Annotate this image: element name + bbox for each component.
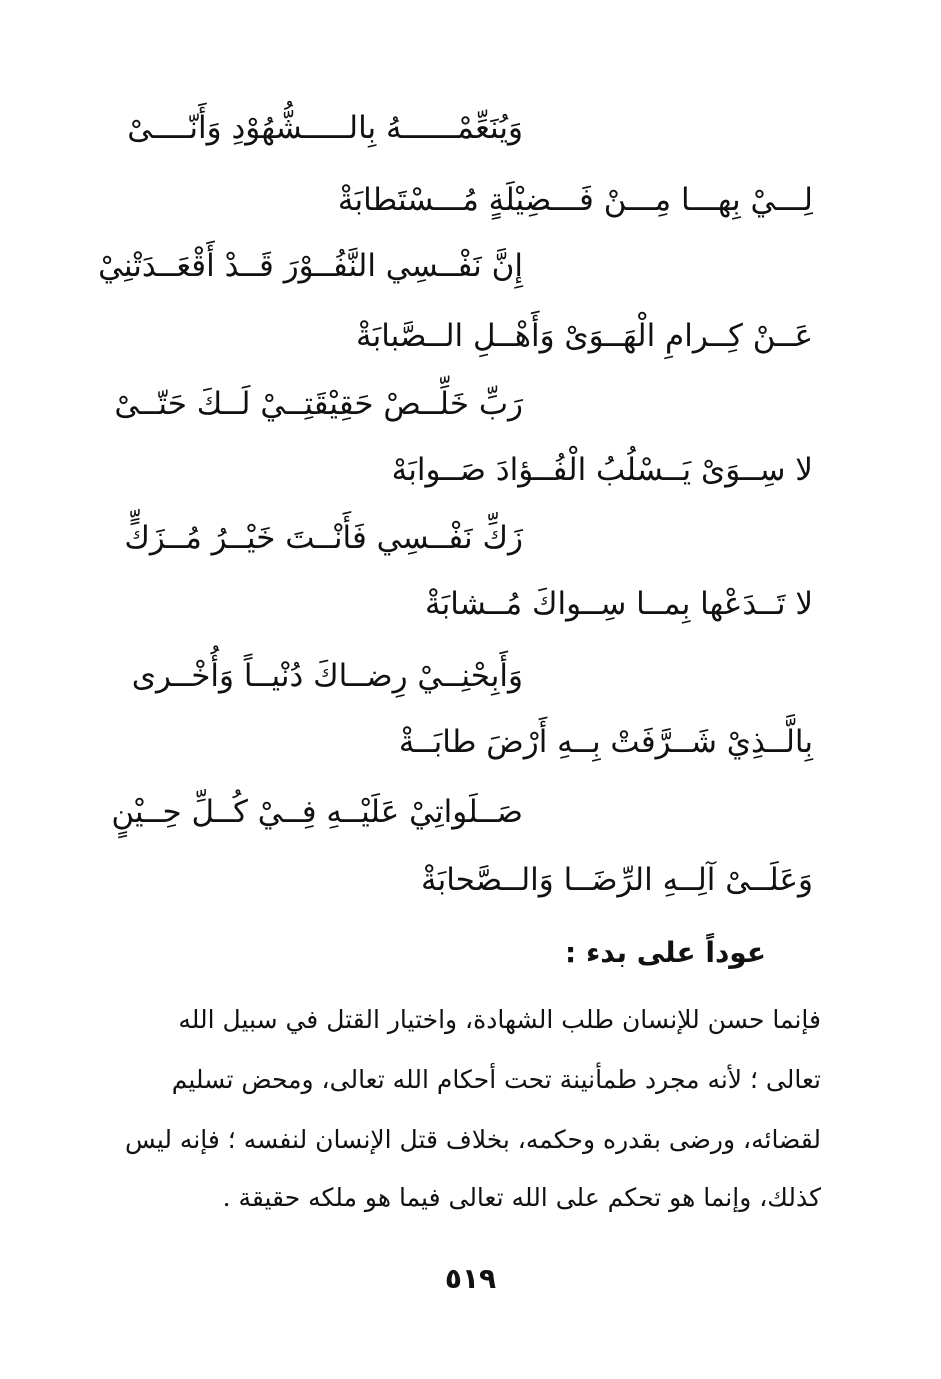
poem-verse: بِالَّــذِيْ شَــرَّفَتْ بِــهِ أَرْضَ طابَــةْ xyxy=(398,724,813,760)
poem-verse: لا سِــوَىْ يَــسْلُبُ الْفُــؤادَ صَــوابَهْ xyxy=(391,452,813,488)
poem-verse: صَــلَواتِيْ عَلَيْــهِ فِــيْ كُــلِّ حِــيْنٍ xyxy=(111,794,523,830)
poem-verse: زَكِّ نَفْــسِي فَأَنْــتَ خَيْــرُ مُــزَكٍّ xyxy=(124,520,523,556)
page-number: ٥١٩ xyxy=(444,1262,497,1295)
prose-line: فإنما حسن للإنسان طلب الشهادة، واختيار القتل في سبيل الله xyxy=(178,1005,821,1034)
prose-line: كذلك، وإنما هو تحكم على الله تعالى فيما هو ملكه حقيقة . xyxy=(222,1183,821,1212)
poem-verse: لِـــيْ بِهـــا مِـــنْ فَـــضِيْلَةٍ مُـــسْتَطابَةْ xyxy=(337,182,813,218)
poem-verse: وَعَلَــىْ آلِــهِ الرِّضَــا وَالــصَّحابَةْ xyxy=(420,862,813,898)
prose-line: لقضائه، ورضى بقدره وحكمه، بخلاف قتل الإنسان لنفسه ؛ فإنه ليس xyxy=(124,1125,821,1154)
poem-verse: إِنَّ نَفْــسِي النَّفُــوْرَ قَــدْ أَقْعَــدَتْنِيْ xyxy=(98,248,523,284)
poem-verse: وَيُنَعِّمْــــــهُ بِالـــــشُّهُوْدِ وَأَنّــــىْ xyxy=(127,110,523,146)
section-heading: عوداً على بدء : xyxy=(565,936,766,969)
prose-line: تعالى ؛ لأنه مجرد طمأنينة تحت أحكام الله تعالى، ومحض تسليم xyxy=(171,1065,821,1094)
poem-verse: وَأَبِحْنِــيْ رِضــاكَ دُنْيــاً وَأُخْــرى xyxy=(131,658,523,694)
poem-verse: عَــنْ كِــرامِ الْهَــوَىْ وَأَهْــلِ الــصَّبابَةْ xyxy=(355,318,813,354)
poem-verse: لا تَــدَعْها بِمــا سِــواكَ مُــشابَةْ xyxy=(425,586,813,622)
poem-verse: رَبِّ خَلِّــصْ حَقِيْقَتِــيْ لَــكَ حَتّــىْ xyxy=(114,386,523,422)
